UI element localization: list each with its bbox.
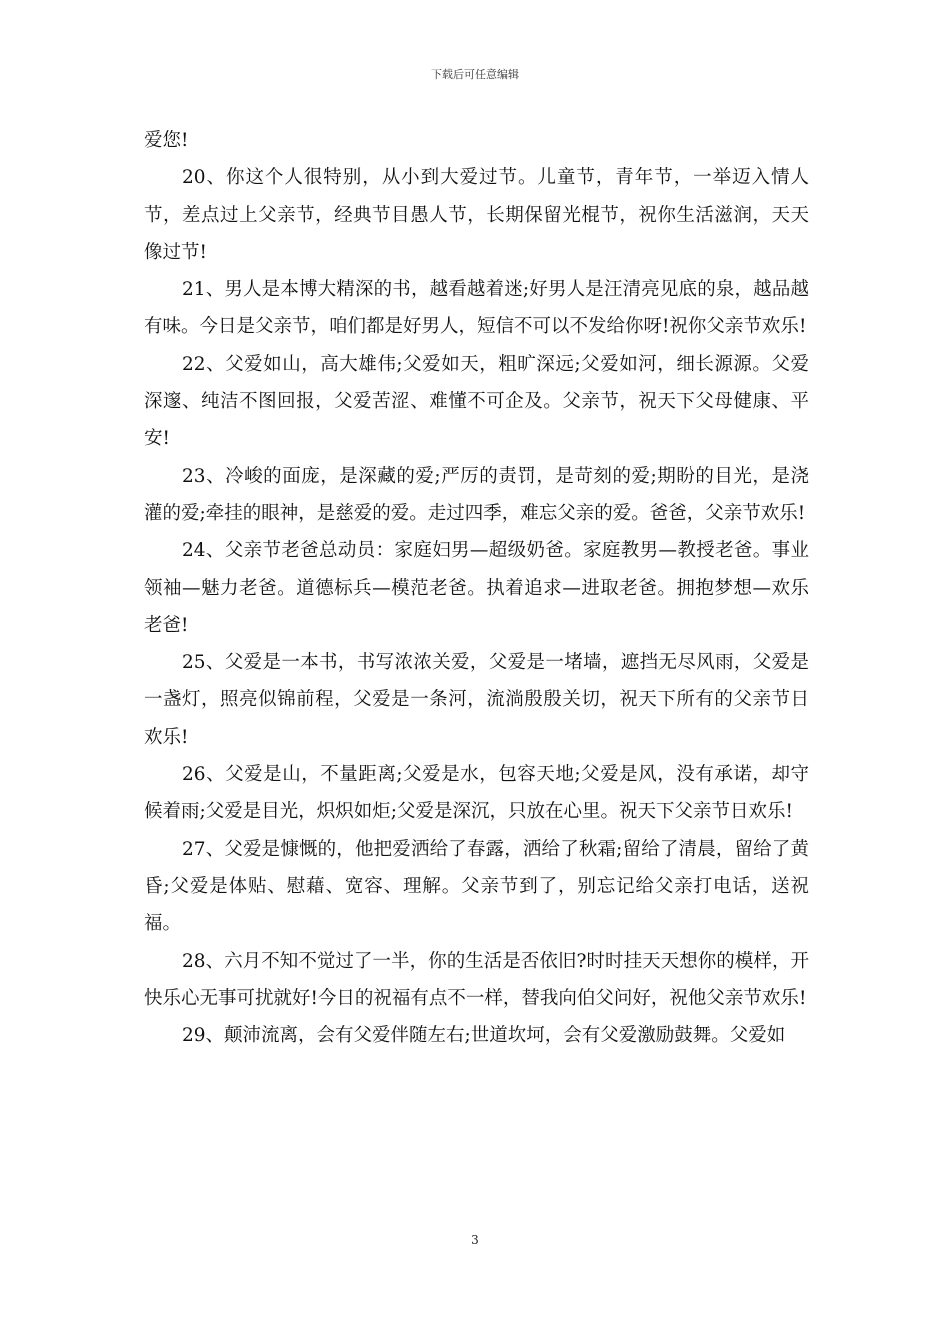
paragraph-20: 20、你这个人很特别，从小到大爱过节。儿童节，青年节，一举迈入情人节，差点过上父亲节，经典节目愚人节，长期保留光棍节，祝你生活滋润，天天像过节!	[144, 167, 809, 263]
paragraph-29: 29、颠沛流离，会有父爱伴随左右;世道坎坷，会有父爱激励鼓舞。父爱如	[182, 1025, 786, 1047]
page-header: 下载后可任意编辑	[431, 68, 519, 81]
paragraph-23: 23、冷峻的面庞，是深藏的爱;严厉的责罚，是苛刻的爱;期盼的目光，是浇灌的爱;牵挂的眼神，是慈爱的爱。走过四季，难忘父亲的爱。爸爸，父亲节欢乐!	[144, 465, 809, 524]
paragraph-25: 25、父爱是一本书，书写浓浓关爱，父爱是一堵墙，遮挡无尽风雨，父爱是一盏灯，照亮似锦前程，父爱是一条河，流淌殷殷关切，祝天下所有的父亲节日欢乐!	[144, 652, 809, 748]
paragraph-24: 24、父亲节老爸总动员：家庭妇男—超级奶爸。家庭教男—教授老爸。事业领袖—魅力老爸。道德标兵—模范老爸。执着追求—进取老爸。拥抱梦想—欢乐老爸!	[144, 540, 809, 636]
paragraph-21: 21、男人是本博大精深的书，越看越着迷;好男人是汪清亮见底的泉，越品越有味。今日是父亲节，咱们都是好男人，短信不可以不发给你呀!祝你父亲节欢乐!	[144, 279, 809, 338]
paragraph-27: 27、父爱是慷慨的，他把爱洒给了春露，洒给了秋霜;留给了清晨，留给了黄昏;父爱是体贴、慰藉、宽容、理解。父亲节到了，别忘记给父亲打电话，送祝福。	[144, 838, 809, 935]
paragraph-26: 26、父爱是山，不量距离;父爱是水，包容天地;父爱是风，没有承诺，却守候着雨;父爱是目光，炽炽如炬;父爱是深沉，只放在心里。祝天下父亲节日欢乐!	[144, 764, 809, 823]
document-body	[144, 122, 809, 1054]
paragraph-22: 22、父爱如山，高大雄伟;父爱如天，粗旷深远;父爱如河，细长源源。父爱深邃、纯洁不图回报，父爱苦涩、难懂不可企及。父亲节，祝天下父母健康、平安!	[144, 353, 809, 450]
paragraph-28: 28、六月不知不觉过了一半，你的生活是否依旧?时时挂天天想你的模样，开快乐心无事可扰就好!今日的祝福有点不一样，替我向伯父问好，祝他父亲节欢乐!	[144, 950, 809, 1009]
paragraph-continuation: 爱您!	[144, 130, 189, 151]
page-number: 3	[471, 1233, 479, 1247]
